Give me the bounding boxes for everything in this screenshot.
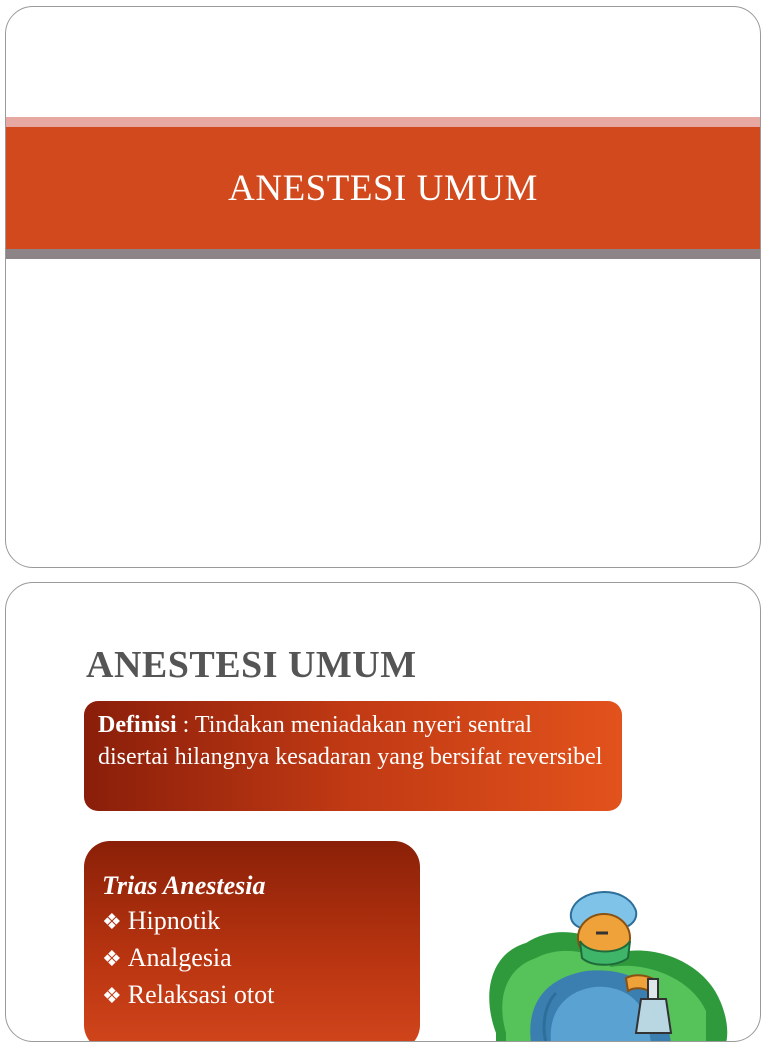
slide-2 — [5, 582, 761, 1042]
trias-item-analgesia: ❖ Analgesia — [102, 943, 232, 972]
diamond-bullet-icon: ❖ — [102, 946, 122, 971]
definition-separator: : — [176, 712, 195, 738]
title-band-bottom — [6, 249, 760, 259]
slide-1-title: ANESTESI UMUM — [228, 167, 538, 209]
definition-box — [84, 701, 622, 811]
definition-label: Definisi — [98, 712, 177, 738]
trias-box — [84, 841, 420, 1042]
trias-item-relaksasi: ❖ Relaksasi otot — [102, 980, 275, 1009]
definition-text: Tindakan meniadakan nyeri sentral disertai hilangnya kesadaran yang bersifat reversibel — [98, 712, 603, 770]
diamond-bullet-icon: ❖ — [102, 983, 122, 1008]
slide-1 — [5, 6, 761, 568]
slide-2-title: ANESTESI UMUM — [86, 644, 417, 686]
trias-item-hipnotik: ❖ Hipnotik — [102, 906, 221, 935]
anesthesiologist-clipart-icon — [476, 883, 736, 1042]
trias-title: Trias Anestesia — [102, 871, 266, 900]
title-band-top — [6, 117, 760, 127]
diamond-bullet-icon: ❖ — [102, 909, 122, 934]
